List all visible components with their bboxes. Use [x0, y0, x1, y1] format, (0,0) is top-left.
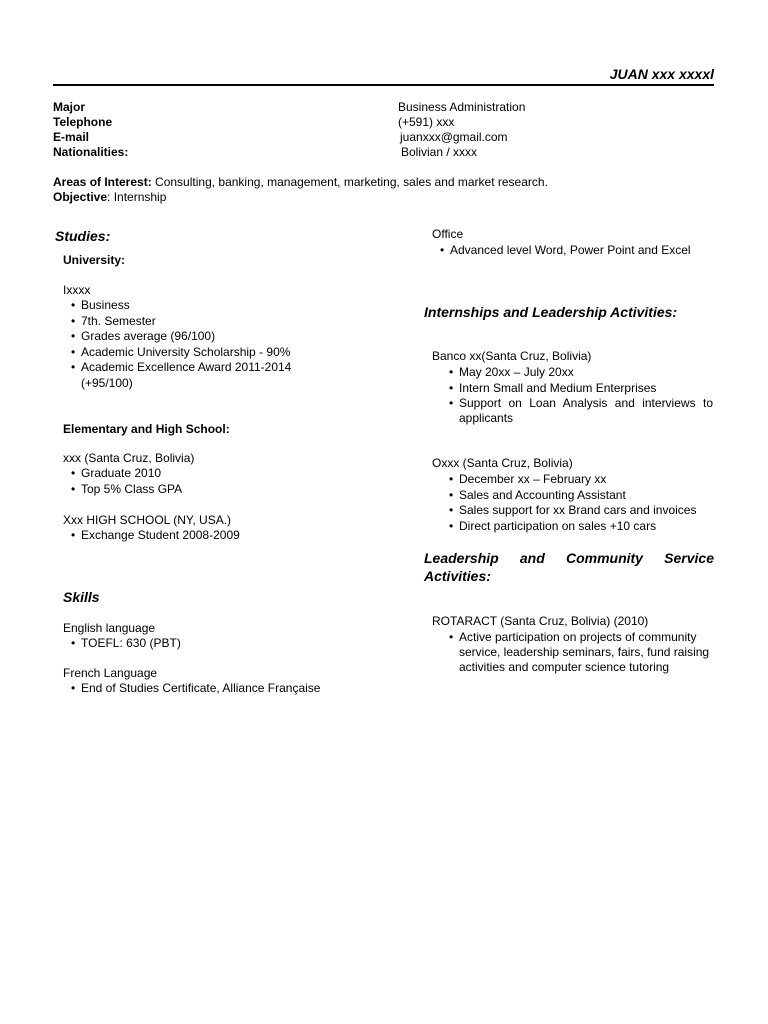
skills-list-2 — [71, 681, 371, 697]
list-item: • Academic Excellence Award 2011-2014 — [71, 360, 371, 376]
list-item: • Sales and Accounting Assistant — [449, 488, 729, 504]
leadership-list — [449, 630, 717, 675]
list-item: • Advanced level Word, Power Point and Excel — [440, 243, 720, 259]
skills-heading: Skills — [63, 589, 100, 605]
interest-label: Areas of Interest: — [53, 175, 152, 189]
list-item: • Graduate 2010 — [71, 466, 371, 482]
list-item: • December xx – February xx — [449, 472, 729, 488]
info-value-nationalities: Bolivian / xxxx — [401, 145, 478, 159]
list-item: • Grades average (96/100) — [71, 329, 371, 345]
office-label: Office — [432, 227, 464, 241]
university-name: Ixxxx — [63, 283, 91, 297]
skills-language-2: French Language — [63, 666, 158, 680]
info-value-major: Business Administration — [398, 100, 526, 114]
skills-language-1: English language — [63, 621, 156, 635]
list-item: • Direct participation on sales +10 cars — [449, 519, 729, 535]
list-item: • Support on Loan Analysis and interviews to applicants — [449, 396, 713, 426]
objective — [53, 190, 166, 205]
university-list — [71, 298, 371, 376]
interest-value: Consulting, banking, management, marketing, sales and market research. — [151, 175, 548, 189]
list-item: • Top 5% Class GPA — [71, 482, 371, 498]
info-value-telephone: (+591) xxx — [398, 115, 455, 129]
internship-list-2 — [449, 472, 729, 534]
info-label-email: E-mail — [53, 130, 90, 144]
list-item: • Academic University Scholarship - 90% — [71, 345, 371, 361]
list-item: • End of Studies Certificate, Alliance Française — [71, 681, 371, 697]
leadership-org: ROTARACT (Santa Cruz, Bolivia) (2010) — [432, 614, 649, 628]
award-score: (+95/100) — [81, 376, 133, 390]
school-list-1 — [71, 466, 371, 497]
school-list-2 — [71, 528, 371, 544]
list-item: • Active participation on projects of community service, leadership seminars, fairs, fund raising activities and computer science tutoring — [449, 630, 717, 675]
info-value-email: juanxxx@gmail.com — [400, 130, 508, 144]
internships-heading: Internships and Leadership Activities: — [424, 304, 678, 320]
internship-org-1: Banco xx(Santa Cruz, Bolivia) — [432, 349, 592, 363]
objective-value: : Internship — [107, 190, 167, 204]
candidate-name: JUAN xxx xxxxl — [609, 66, 714, 82]
info-label-major: Major — [53, 100, 86, 114]
info-label-nationalities: Nationalities: — [53, 145, 129, 159]
header-rule — [53, 84, 714, 86]
leadership-heading: Leadership and Community Service Activities: — [424, 550, 714, 584]
list-item: • Exchange Student 2008-2009 — [71, 528, 371, 544]
info-label-telephone: Telephone — [53, 115, 113, 129]
objective-label: Objective — [53, 190, 108, 204]
list-item: • Sales support for xx Brand cars and invoices — [449, 503, 729, 519]
school-name-1: xxx (Santa Cruz, Bolivia) — [63, 451, 195, 465]
office-list — [440, 243, 720, 259]
list-item: • Intern Small and Medium Enterprises — [449, 381, 713, 397]
school-label: Elementary and High School: — [63, 422, 230, 436]
internship-list-1 — [449, 365, 713, 426]
university-label: University: — [63, 253, 126, 267]
internship-org-2: Oxxx (Santa Cruz, Bolivia) — [432, 456, 573, 470]
skills-list-1 — [71, 636, 371, 652]
list-item: • Business — [71, 298, 371, 314]
school-name-2: Xxx HIGH SCHOOL (NY, USA.) — [63, 513, 232, 527]
list-item: • May 20xx – July 20xx — [449, 365, 713, 381]
list-item: • 7th. Semester — [71, 314, 371, 330]
areas-of-interest — [53, 175, 548, 190]
list-item: • TOEFL: 630 (PBT) — [71, 636, 371, 652]
studies-heading: Studies: — [55, 228, 111, 244]
